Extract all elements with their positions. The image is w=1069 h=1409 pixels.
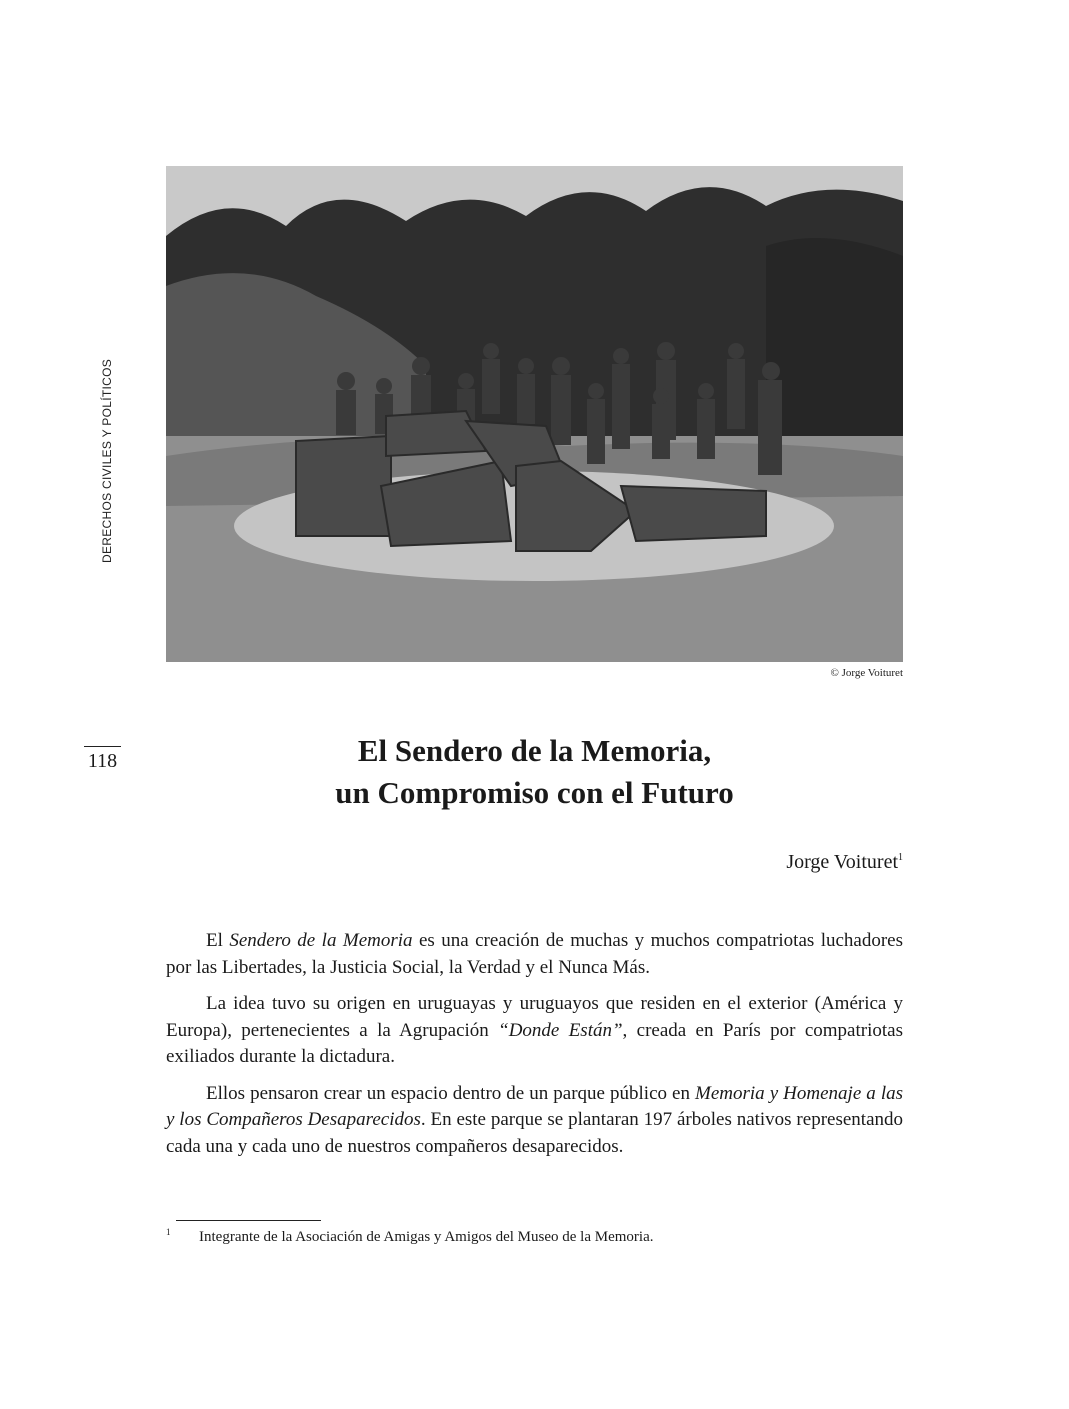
paragraph-3 (166, 1081, 903, 1161)
page-number: 118 (87, 750, 118, 772)
p2-text-a: La idea tuvo su origen en uruguayas y uruguayos que residen en el exterior (América y Europa), pertenecientes a la Agrupación (166, 993, 903, 1041)
section-side-label: DERECHOS CIVILES Y POLÍTICOS (100, 358, 114, 563)
author-byline (786, 851, 903, 874)
paragraph-2 (166, 991, 903, 1071)
author-footnote-ref: 1 (898, 852, 903, 863)
article-title (166, 730, 903, 814)
p1-text-a: El (206, 930, 230, 951)
p3-text-a: Ellos pensaron crear un espacio dentro de un parque público en (206, 1082, 696, 1104)
p3-text-c: . En este parque se plantaran 197 árboles nativos representando cada una y cada uno de nuestros compañeros desaparecidos. (166, 1109, 903, 1157)
title-line-1: El Sendero de la Memoria, (357, 733, 712, 768)
footnote-mark: 1 (166, 1227, 171, 1237)
paragraph-1 (166, 928, 903, 981)
author-name: Jorge Voituret (786, 851, 898, 873)
footnote-text: Integrante de la Asociación de Amigas y Amigos del Museo de la Memoria. (199, 1229, 654, 1245)
page-number-rule (84, 746, 121, 747)
p3-emphasis: Memoria y Homenaje a las y los Compañeros Desaparecidos (166, 1082, 903, 1130)
memorial-photo-illustration (166, 166, 903, 662)
footnote-rule (176, 1220, 321, 1221)
p1-text-c: es una creación de muchas y muchos compatriotas luchadores por las Libertades, la Justicia Social, la Verdad y el Nunca Más. (166, 930, 904, 978)
title-line-2: un Compromiso con el Futuro (335, 775, 734, 810)
p1-emphasis: Sendero de la Memoria (229, 930, 413, 951)
p2-emphasis: “Donde Están” (498, 1019, 623, 1041)
p2-text-c: , creada en París por compatriotas exiliados durante la dictadura. (166, 1019, 903, 1067)
photo-credit: © Jorge Voituret (830, 667, 903, 679)
article-body (166, 928, 903, 1170)
memorial-photo (166, 166, 903, 662)
